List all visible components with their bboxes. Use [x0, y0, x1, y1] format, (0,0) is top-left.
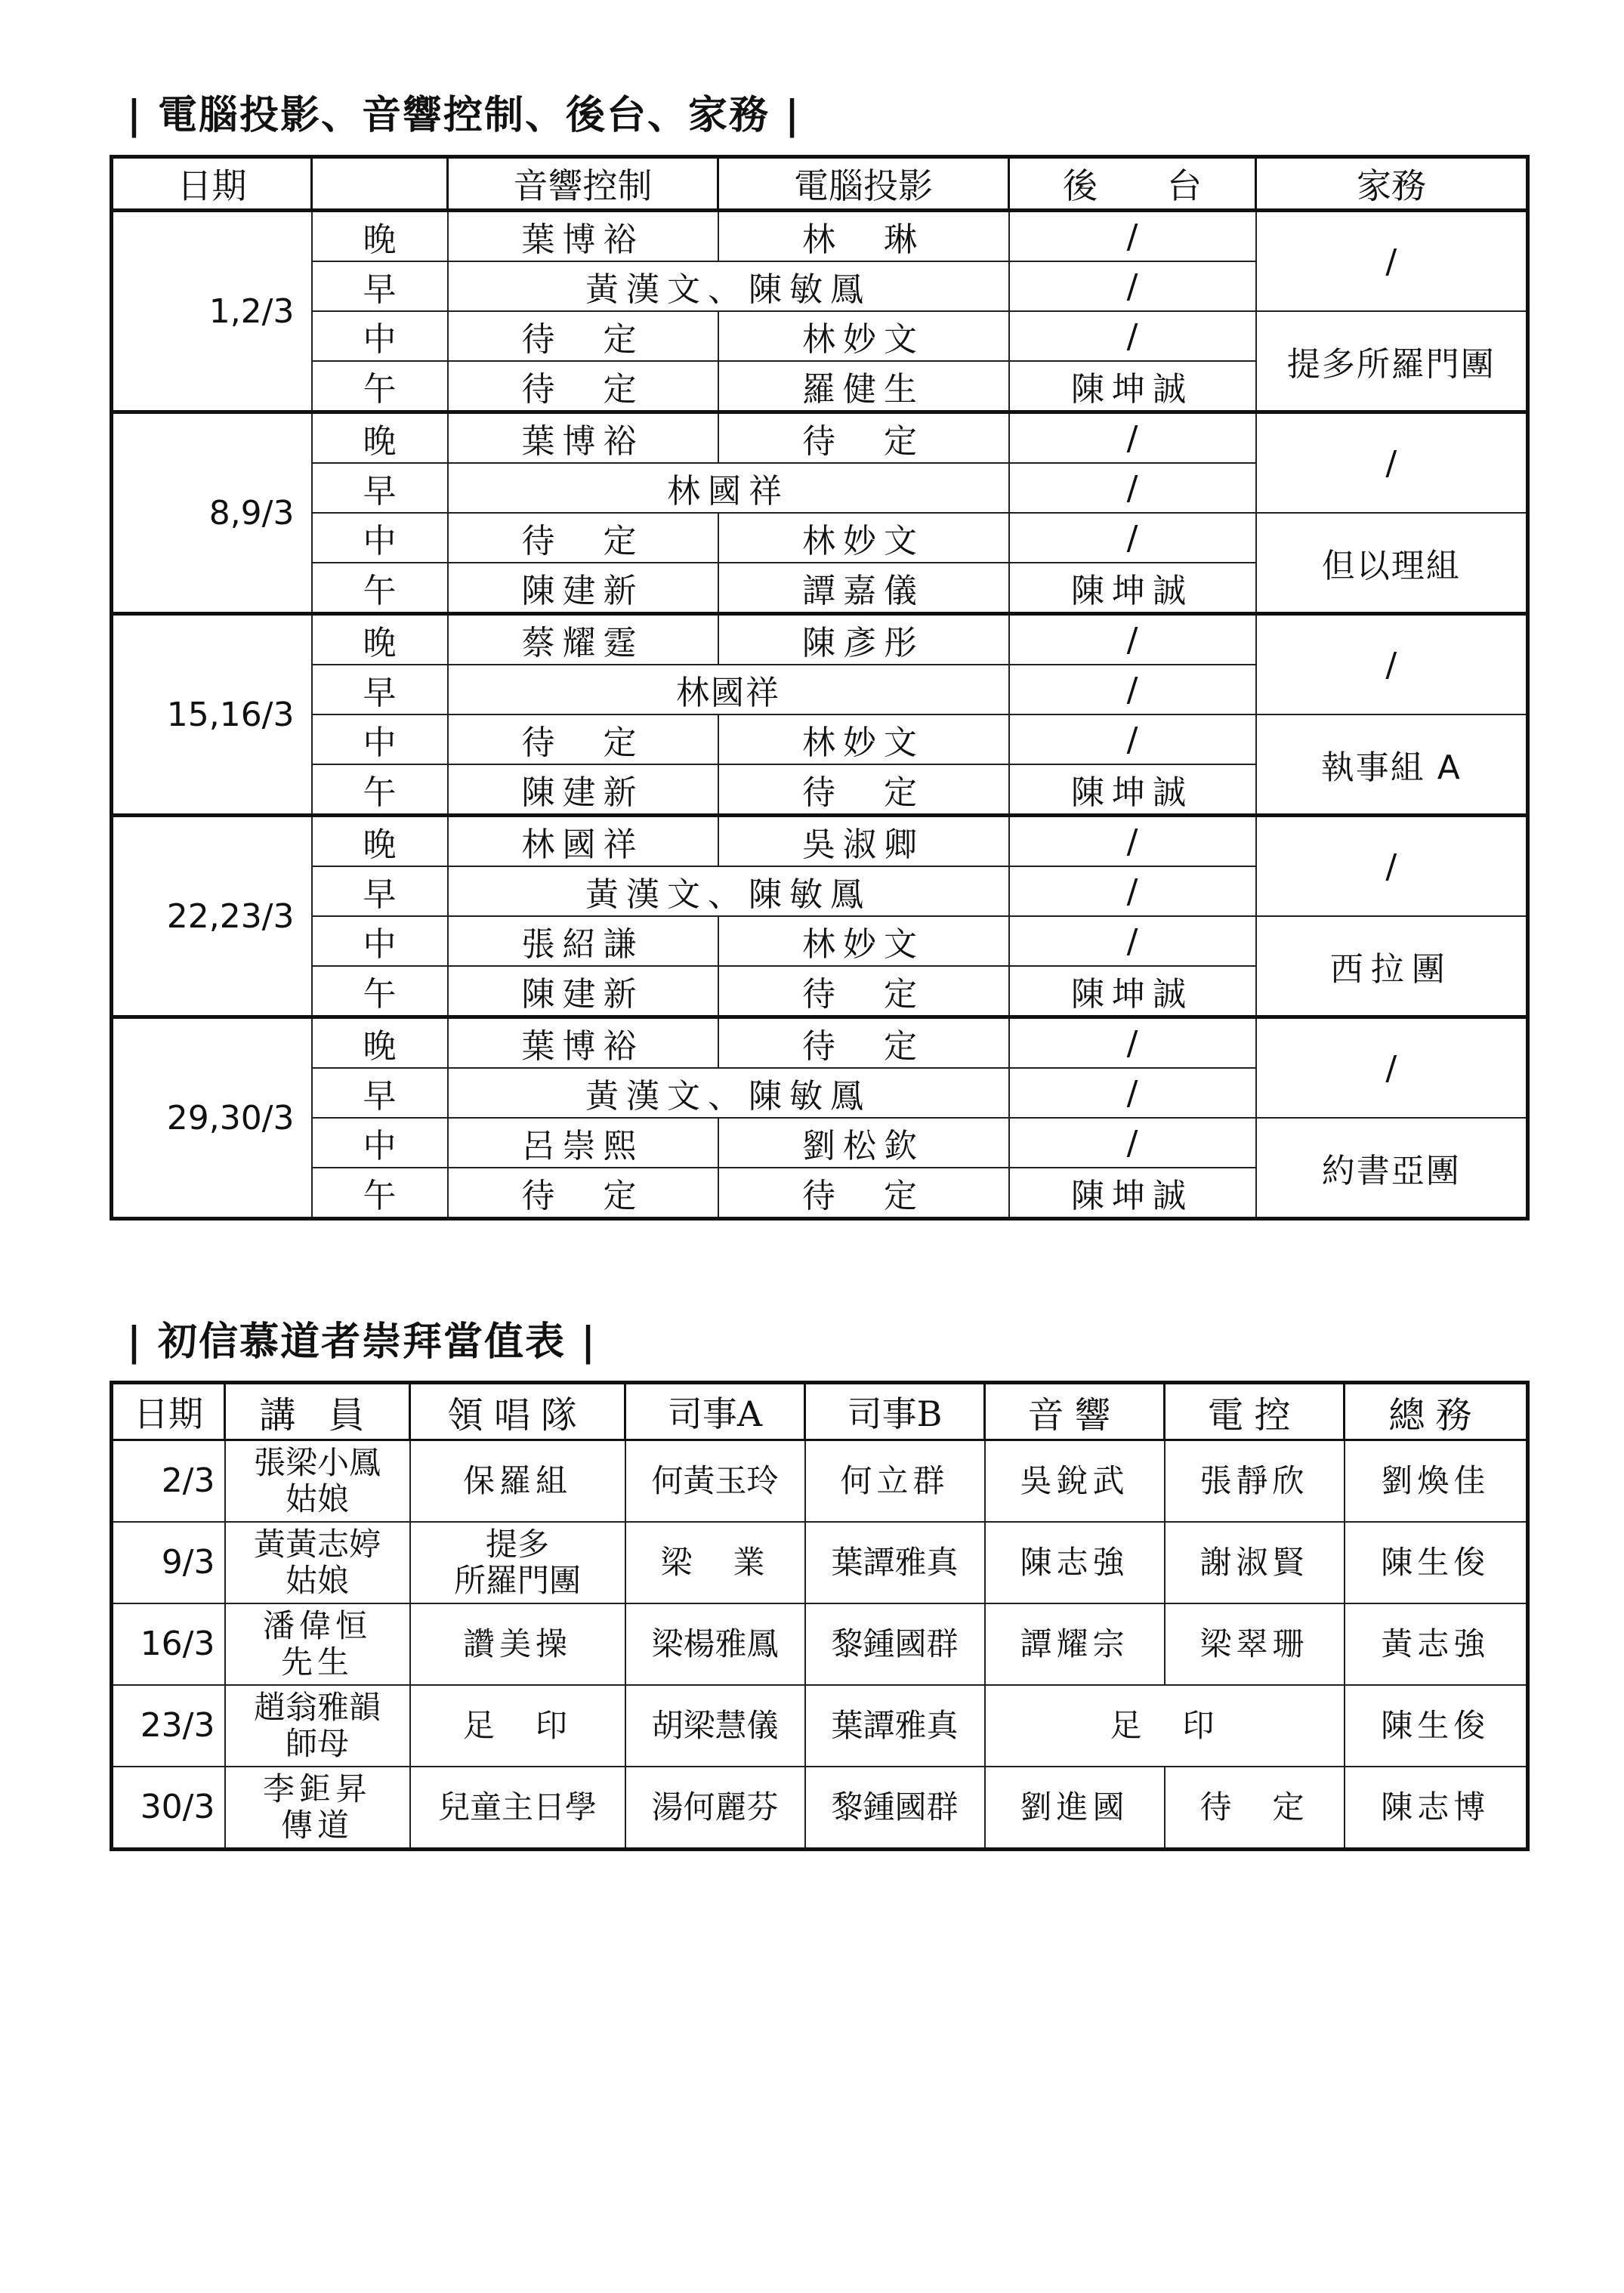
- control-cell: 梁翠珊: [1165, 1603, 1345, 1685]
- general-cell: 陳志博: [1345, 1767, 1528, 1850]
- session-cell: 中: [312, 513, 448, 563]
- table-row: [112, 412, 1528, 464]
- table-row: [112, 1685, 1528, 1767]
- general-cell: 陳生俊: [1345, 1522, 1528, 1603]
- backstage-cell: /: [1009, 816, 1256, 867]
- table-row: [112, 1017, 1528, 1069]
- speaker-title: 姑娘: [285, 1562, 349, 1599]
- speaker-name: 黃黃志婷: [253, 1526, 381, 1563]
- choir-cell: [410, 1767, 625, 1850]
- header-general: 總務: [1345, 1383, 1528, 1440]
- audio-cell: 待 定: [448, 311, 718, 361]
- table-row: [112, 1767, 1528, 1850]
- merged-audio-projection-cell: 林國祥: [448, 665, 1009, 714]
- speaker-cell: [225, 1440, 410, 1523]
- projection-cell: 林妙文: [718, 311, 1009, 361]
- audio-cell: 譚耀宗: [985, 1603, 1165, 1685]
- session-cell: 早: [312, 665, 448, 714]
- usher-a-cell: 胡梁慧儀: [625, 1685, 805, 1767]
- merged-audio-projection-cell: 黃漢文、陳敏鳳: [448, 866, 1009, 916]
- backstage-cell: /: [1009, 866, 1256, 916]
- speaker-name: 李鉅昇: [262, 1770, 372, 1807]
- general-cell: 陳生俊: [1345, 1685, 1528, 1767]
- header-choir: 領唱隊: [410, 1383, 625, 1440]
- table-row: [112, 1603, 1528, 1685]
- speaker-cell: [225, 1603, 410, 1685]
- audio-cell: 劉進國: [985, 1767, 1165, 1850]
- projection-cell: 林妙文: [718, 916, 1009, 966]
- projection-cell: 林妙文: [718, 714, 1009, 764]
- housework-cell: /: [1256, 816, 1528, 917]
- speaker-cell: [225, 1522, 410, 1603]
- date-cell: 16/3: [112, 1603, 225, 1685]
- header-projection: 電腦投影: [718, 157, 1009, 211]
- housework-cell: 約書亞團: [1256, 1118, 1528, 1219]
- session-cell: 午: [312, 361, 448, 412]
- speaker-name: 張梁小鳳: [253, 1444, 381, 1481]
- header-session: [312, 157, 448, 211]
- backstage-cell: /: [1009, 1118, 1256, 1168]
- session-cell: 晚: [312, 412, 448, 464]
- choir-line: 提多: [485, 1526, 549, 1563]
- table-row: [112, 816, 1528, 867]
- session-cell: 晚: [312, 816, 448, 867]
- session-cell: 晚: [312, 211, 448, 262]
- header-speaker: 講 員: [225, 1383, 410, 1440]
- projection-cell: 待 定: [718, 966, 1009, 1017]
- backstage-cell: /: [1009, 665, 1256, 714]
- audio-cell: 葉博裕: [448, 211, 718, 262]
- audio-cell: 待 定: [448, 1168, 718, 1219]
- session-cell: 早: [312, 261, 448, 311]
- session-cell: 中: [312, 1118, 448, 1168]
- choir-cell: [410, 1440, 625, 1523]
- control-cell: 謝淑賢: [1165, 1522, 1345, 1603]
- audio-cell: 陳建新: [448, 563, 718, 614]
- backstage-cell: /: [1009, 1068, 1256, 1118]
- projection-cell: 待 定: [718, 1017, 1009, 1069]
- header-audio: 音響: [985, 1383, 1165, 1440]
- housework-cell: 但以理組: [1256, 513, 1528, 614]
- backstage-cell: /: [1009, 714, 1256, 764]
- usher-b-cell: 葉譚雅真: [805, 1522, 985, 1603]
- speaker-name: 潘偉恒: [262, 1607, 372, 1644]
- choir-line: 保羅組: [462, 1462, 572, 1499]
- projection-cell: 吳淑卿: [718, 816, 1009, 867]
- date-cell: 9/3: [112, 1522, 225, 1603]
- usher-b-cell: 何立群: [805, 1440, 985, 1523]
- backstage-cell: /: [1009, 614, 1256, 665]
- housework-cell: /: [1256, 211, 1528, 312]
- session-cell: 晚: [312, 1017, 448, 1069]
- backstage-cell: 陳坤誠: [1009, 966, 1256, 1017]
- housework-cell: 提多所羅門團: [1256, 311, 1528, 412]
- backstage-cell: /: [1009, 463, 1256, 513]
- header-housework: 家務: [1256, 157, 1528, 211]
- session-cell: 早: [312, 866, 448, 916]
- date-cell: 8,9/3: [112, 412, 312, 614]
- table-row: [112, 916, 1528, 966]
- choir-line: 讚美操: [462, 1625, 572, 1662]
- projection-cell: 羅健生: [718, 361, 1009, 412]
- date-cell: 22,23/3: [112, 816, 312, 1017]
- audio-cell: 陳志強: [985, 1522, 1165, 1603]
- merged-audio-control-cell: 足 印: [985, 1685, 1345, 1767]
- projection-cell: 譚嘉儀: [718, 563, 1009, 614]
- speaker-cell: [225, 1767, 410, 1850]
- date-cell: 1,2/3: [112, 211, 312, 412]
- audio-cell: 陳建新: [448, 764, 718, 816]
- session-cell: 午: [312, 563, 448, 614]
- backstage-cell: /: [1009, 211, 1256, 262]
- audio-cell: 林國祥: [448, 816, 718, 867]
- table-row: [112, 614, 1528, 665]
- usher-a-cell: 梁楊雅鳳: [625, 1603, 805, 1685]
- session-cell: 午: [312, 966, 448, 1017]
- choir-cell: [410, 1603, 625, 1685]
- audio-cell: 葉博裕: [448, 412, 718, 464]
- usher-a-cell: 梁 業: [625, 1522, 805, 1603]
- usher-b-cell: 葉譚雅真: [805, 1685, 985, 1767]
- header-date: 日期: [112, 1383, 225, 1440]
- usher-a-cell: 湯何麗芬: [625, 1767, 805, 1850]
- housework-cell: 執事組 A: [1256, 714, 1528, 816]
- header-date: 日期: [112, 157, 312, 211]
- date-cell: 30/3: [112, 1767, 225, 1850]
- control-cell: 張靜欣: [1165, 1440, 1345, 1523]
- housework-cell: /: [1256, 614, 1528, 715]
- choir-line: 兒童主日學: [437, 1788, 597, 1825]
- projection-cell: 待 定: [718, 764, 1009, 816]
- housework-cell: 西拉團: [1256, 916, 1528, 1017]
- date-cell: 2/3: [112, 1440, 225, 1523]
- date-cell: 15,16/3: [112, 614, 312, 816]
- session-cell: 早: [312, 463, 448, 513]
- backstage-cell: 陳坤誠: [1009, 563, 1256, 614]
- audio-cell: 陳建新: [448, 966, 718, 1017]
- projection-audio-schedule-table: [110, 155, 1530, 1221]
- backstage-cell: 陳坤誠: [1009, 1168, 1256, 1219]
- date-cell: 29,30/3: [112, 1017, 312, 1219]
- backstage-cell: 陳坤誠: [1009, 764, 1256, 816]
- speaker-title: 傳道: [280, 1807, 354, 1844]
- audio-cell: 待 定: [448, 513, 718, 563]
- audio-cell: 張紹謙: [448, 916, 718, 966]
- table-header-row: [112, 157, 1528, 211]
- audio-cell: 呂崇熙: [448, 1118, 718, 1168]
- housework-cell: /: [1256, 1017, 1528, 1119]
- speaker-title: 師母: [285, 1725, 349, 1762]
- general-cell: 黃志強: [1345, 1603, 1528, 1685]
- table-row: [112, 714, 1528, 764]
- usher-b-cell: 黎鍾國群: [805, 1767, 985, 1850]
- section-title-projection-audio: | 電腦投影、音響控制、後台、家務 |: [127, 92, 801, 138]
- table-row: [112, 1118, 1528, 1168]
- audio-cell: 待 定: [448, 714, 718, 764]
- projection-cell: 林妙文: [718, 513, 1009, 563]
- projection-cell: 待 定: [718, 1168, 1009, 1219]
- general-cell: 劉煥佳: [1345, 1440, 1528, 1523]
- backstage-cell: /: [1009, 916, 1256, 966]
- choir-cell: [410, 1685, 625, 1767]
- table-row: [112, 513, 1528, 563]
- choir-line: 足 印: [462, 1707, 572, 1744]
- session-cell: 早: [312, 1068, 448, 1118]
- table-row: [112, 1440, 1528, 1523]
- projection-cell: 劉松欽: [718, 1118, 1009, 1168]
- speaker-name: 趙翁雅韻: [253, 1689, 381, 1726]
- audio-cell: 吳銳武: [985, 1440, 1165, 1523]
- table-row: [112, 1522, 1528, 1603]
- backstage-cell: /: [1009, 412, 1256, 464]
- header-usher-b: 司事B: [805, 1383, 985, 1440]
- merged-audio-projection-cell: 黃漢文、陳敏鳳: [448, 1068, 1009, 1118]
- usher-a-cell: 何黃玉玲: [625, 1440, 805, 1523]
- backstage-cell: /: [1009, 1017, 1256, 1069]
- session-cell: 中: [312, 916, 448, 966]
- header-usher-a: 司事A: [625, 1383, 805, 1440]
- projection-cell: 林 琳: [718, 211, 1009, 262]
- merged-audio-projection-cell: 林國祥: [448, 463, 1009, 513]
- worship-duty-table: [110, 1381, 1530, 1851]
- session-cell: 晚: [312, 614, 448, 665]
- audio-cell: 葉博裕: [448, 1017, 718, 1069]
- speaker-cell: [225, 1685, 410, 1767]
- choir-cell: [410, 1522, 625, 1603]
- projection-cell: 待 定: [718, 412, 1009, 464]
- session-cell: 中: [312, 311, 448, 361]
- backstage-cell: 陳坤誠: [1009, 361, 1256, 412]
- audio-cell: 待 定: [448, 361, 718, 412]
- merged-audio-projection-cell: 黃漢文、陳敏鳳: [448, 261, 1009, 311]
- choir-line: 所羅門團: [453, 1562, 581, 1599]
- backstage-cell: /: [1009, 311, 1256, 361]
- header-backstage: 後 台: [1009, 157, 1256, 211]
- session-cell: 午: [312, 764, 448, 816]
- table-row: [112, 311, 1528, 361]
- table-header-row: [112, 1383, 1528, 1440]
- table-row: [112, 211, 1528, 262]
- housework-cell: /: [1256, 412, 1528, 514]
- speaker-title: 姑娘: [285, 1480, 349, 1517]
- speaker-title: 先生: [280, 1643, 354, 1680]
- date-cell: 23/3: [112, 1685, 225, 1767]
- audio-cell: 蔡耀霆: [448, 614, 718, 665]
- header-control: 電控: [1165, 1383, 1345, 1440]
- control-cell: 待 定: [1165, 1767, 1345, 1850]
- backstage-cell: /: [1009, 261, 1256, 311]
- backstage-cell: /: [1009, 513, 1256, 563]
- header-audio: 音響控制: [448, 157, 718, 211]
- usher-b-cell: 黎鍾國群: [805, 1603, 985, 1685]
- section-title-worship-duty: | 初信慕道者崇拜當值表 |: [127, 1319, 597, 1365]
- session-cell: 午: [312, 1168, 448, 1219]
- projection-cell: 陳彥彤: [718, 614, 1009, 665]
- session-cell: 中: [312, 714, 448, 764]
